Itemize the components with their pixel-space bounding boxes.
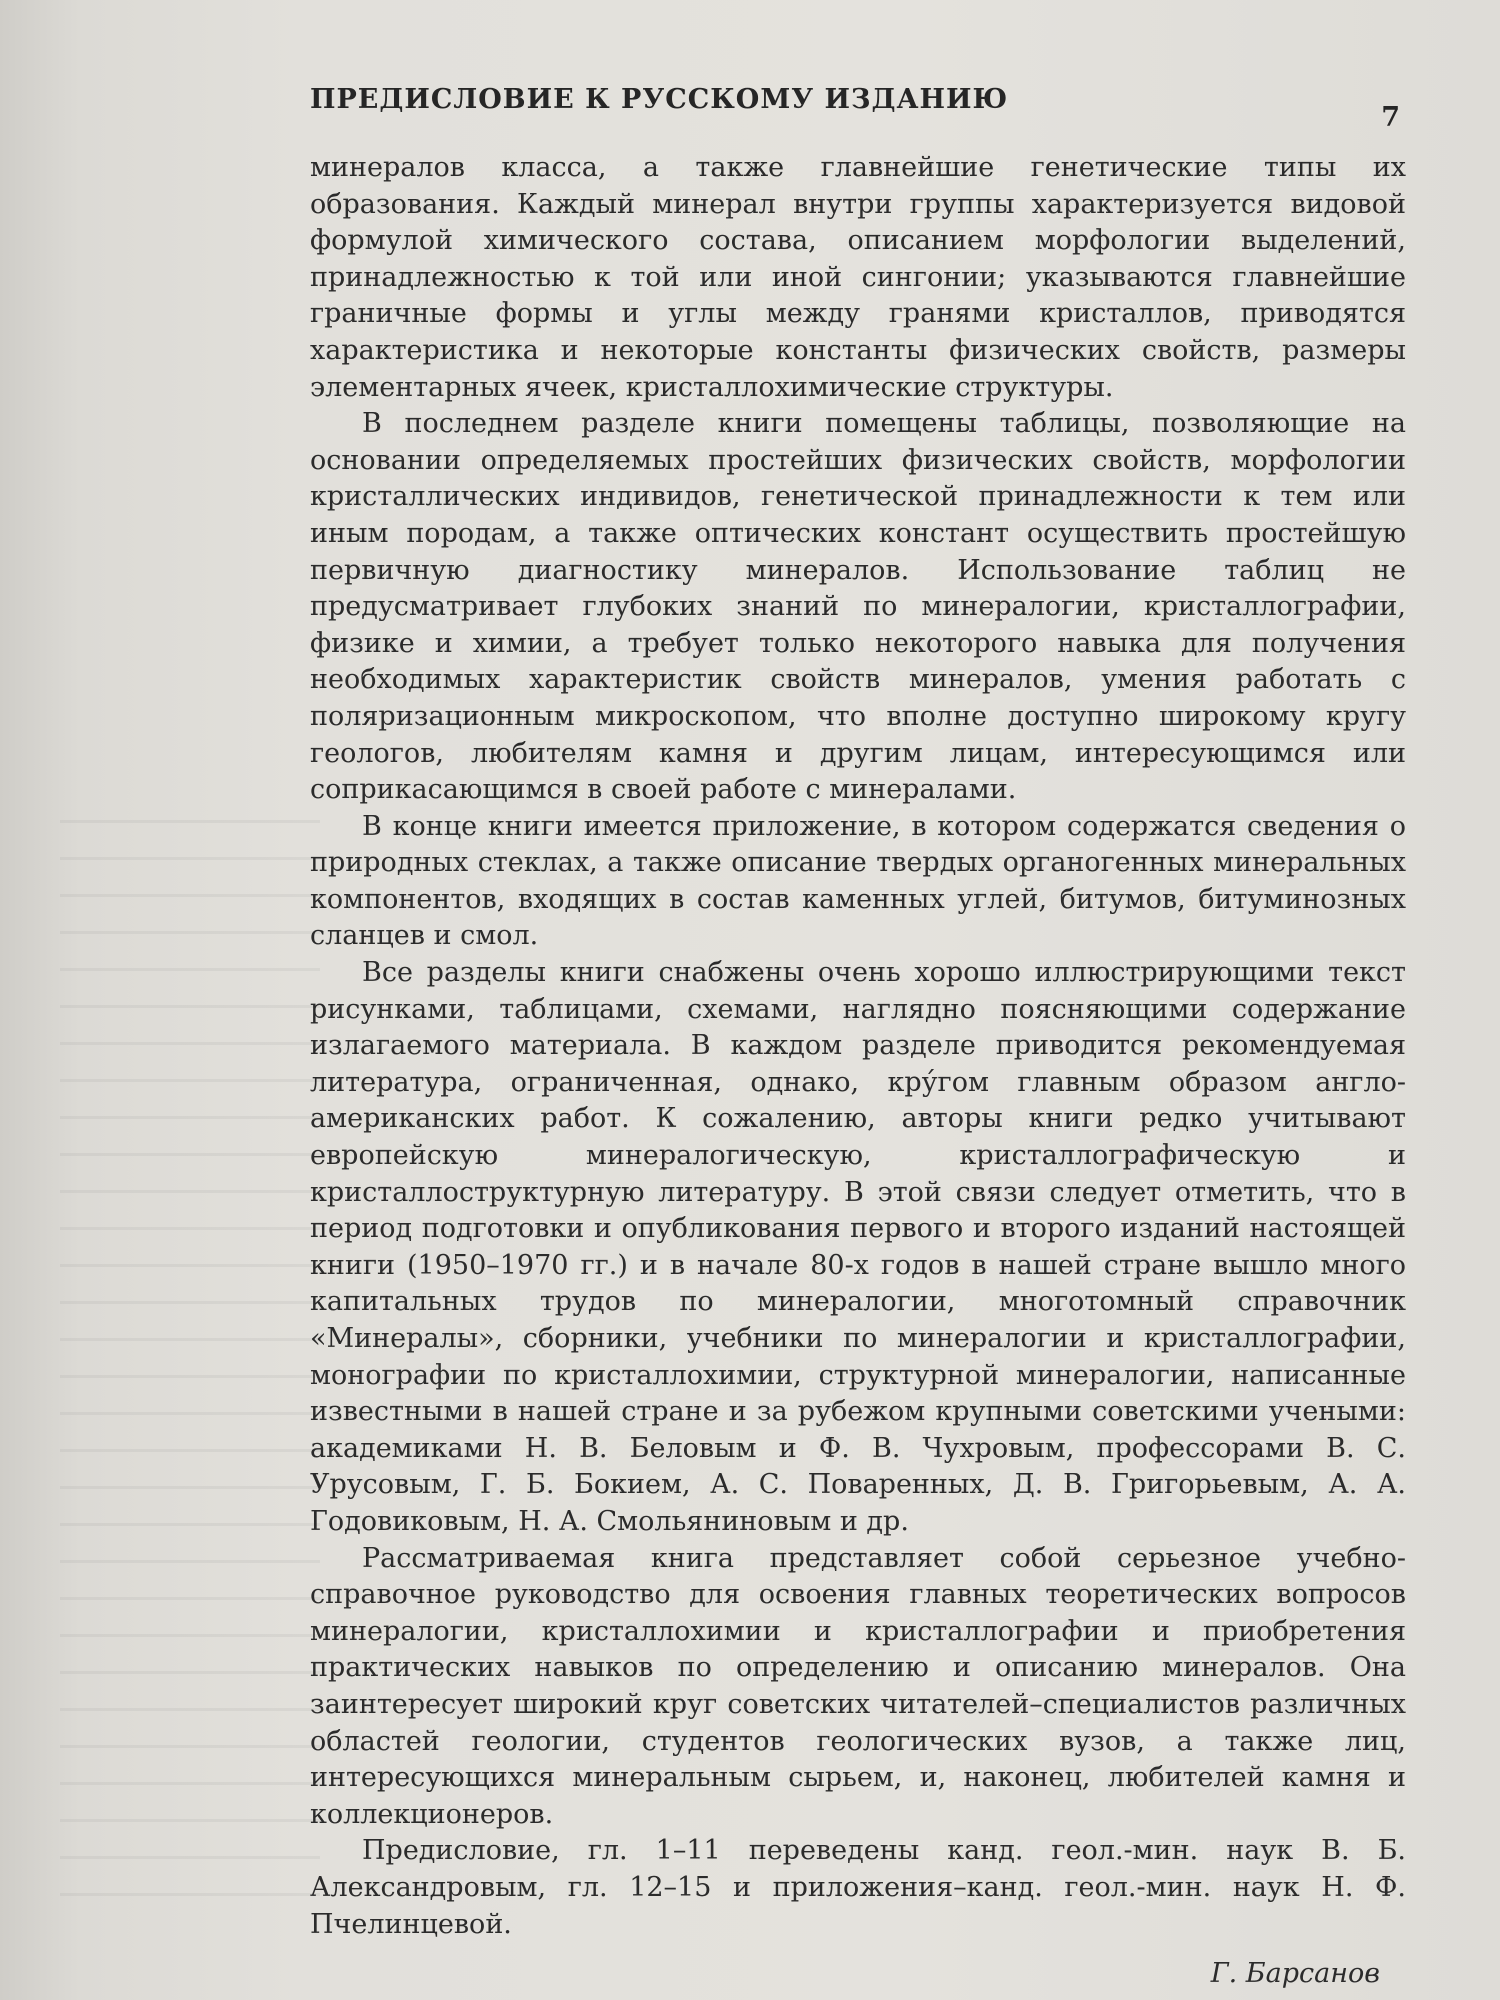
author-signature: Г. Барсанов [1210,1958,1380,1989]
page-header [310,84,1410,133]
paragraph-illustrations: Все разделы книги снабжены очень хорошо иллюстрирующими текст рисунками, таблицами, схемами, наглядно поясняющими содержание излагаемого материала. В каждом разделе приводится рекомендуемая литература, ограниченная, однако, кру́гом главным образом англо-американских работ. К сожалению, авторы книги редко учитывают европейскую минералогическую, кристаллографическую и кристаллоструктурную литературу. В этой связи следует отметить, что в период подготовки и опубликования первого и второго изданий настоящей книги (1950–1970 гг.) и в начале 80-х годов в нашей стране вышло много капитальных трудов по минералогии, многотомный справочник «Минералы», сборники, учебники по минералогии и кристаллографии, монографии по кристаллохимии, структурной минералогии, написанные известными в нашей стране и за рубежом крупными советскими учеными: академиками Н. В. Беловым и Ф. В. Чухровым, профессорами В. С. Урусовым, Г. Б. Бокием, А. С. Поваренных, Д. В. Григорьевым, А. А. Годовиковым, Н. А. Смольяниновым и др. [310,957,1406,1537]
bleed-through-text [60,820,320,1920]
paragraph-continuation: минералов класса, а также главнейшие генетические типы их образования. Каждый минерал внутри группы характеризуется видовой формулой химического состава, описанием морфологии выделений, принадлежностью к той или иной сингонии; указываются главнейшие граничные формы и углы между гранями кристаллов, приводятся характеристика и некоторые константы физических свойств, размеры элементарных ячеек, кристаллохимические структуры. [310,152,1406,403]
body-text [310,150,1406,1943]
page-number: 7 [1381,102,1400,133]
running-title: ПРЕДИСЛОВИЕ К РУССКОМУ ИЗДАНИЮ [310,84,1009,115]
paragraph-appendix: В конце книги имеется приложение, в котором содержатся сведения о природных стеклах, а также описание твердых органогенных минеральных компонентов, входящих в состав каменных углей, битумов, битуминозных сланцев и смол. [310,810,1406,952]
paragraph-translators: Предисловие, гл. 1–11 переведены канд. геол.-мин. наук В. Б. Александровым, гл. 12–15 и приложения–канд. геол.-мин. наук Н. Ф. Пчелинцевой. [310,1835,1406,1940]
paragraph-book-value: Рассматриваемая книга представляет собой серьезное учебно-справочное руководство для освоения главных теоретических вопросов минералогии, кристаллохимии и кристаллографии и приобретения практических навыков по определению и описанию минералов. Она заинтересует широкий круг советских читателей–специалистов различных областей геологии, студентов геологических вузов, а также лиц, интересующихся минеральным сырьем, и, наконец, любителей камня и коллекционеров. [310,1542,1406,1830]
paragraph-tables: В последнем разделе книги помещены таблицы, позволяющие на основании определяемых простейших физических свойств, морфологии кристаллических индивидов, генетической принадлежности к тем или иным породам, а также оптических констант осуществить простейшую первичную диагностику минералов. Использование таблиц не предусматривает глубоких знаний по минералогии, кристаллографии, физике и химии, а требует только некоторого навыка для получения необходимых характеристик свойств минералов, умения работать с поляризационным микроскопом, что вполне доступно широкому кругу геологов, любителям камня и другим лицам, интересующимся или соприкасающимся в своей работе с минералами. [310,408,1406,806]
